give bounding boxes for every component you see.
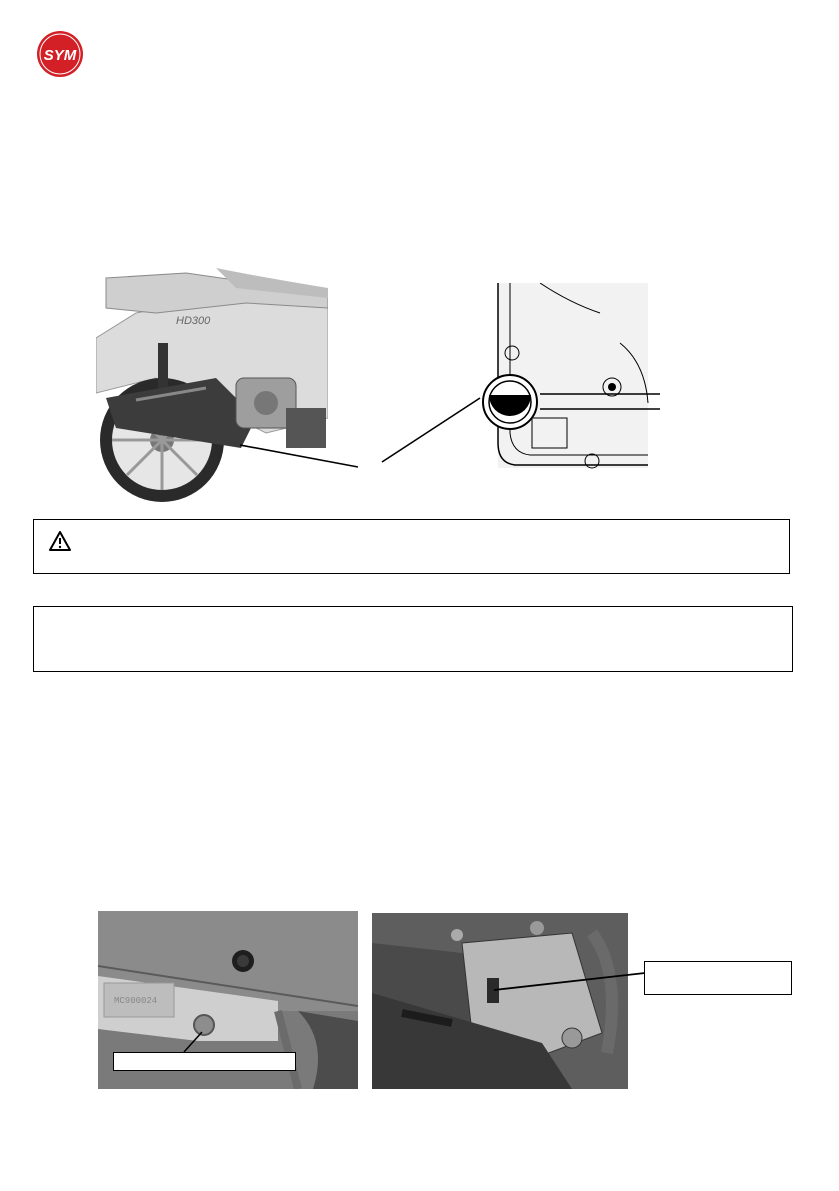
logo-text: SYM <box>43 47 77 64</box>
oil-filler-label <box>644 961 792 995</box>
oil-level-window-drawing <box>470 283 660 473</box>
warning-box <box>33 519 790 574</box>
pointer-lines <box>240 395 490 470</box>
engine-plate-text: MC900024 <box>114 996 158 1006</box>
model-badge: HD300 <box>176 315 211 327</box>
filler-pointer <box>490 970 650 995</box>
warning-triangle-icon <box>48 530 72 552</box>
drain-bolt-label <box>113 1052 296 1071</box>
oil-filler-photo <box>372 913 628 1089</box>
sym-logo <box>36 30 84 78</box>
note-box <box>33 606 793 672</box>
